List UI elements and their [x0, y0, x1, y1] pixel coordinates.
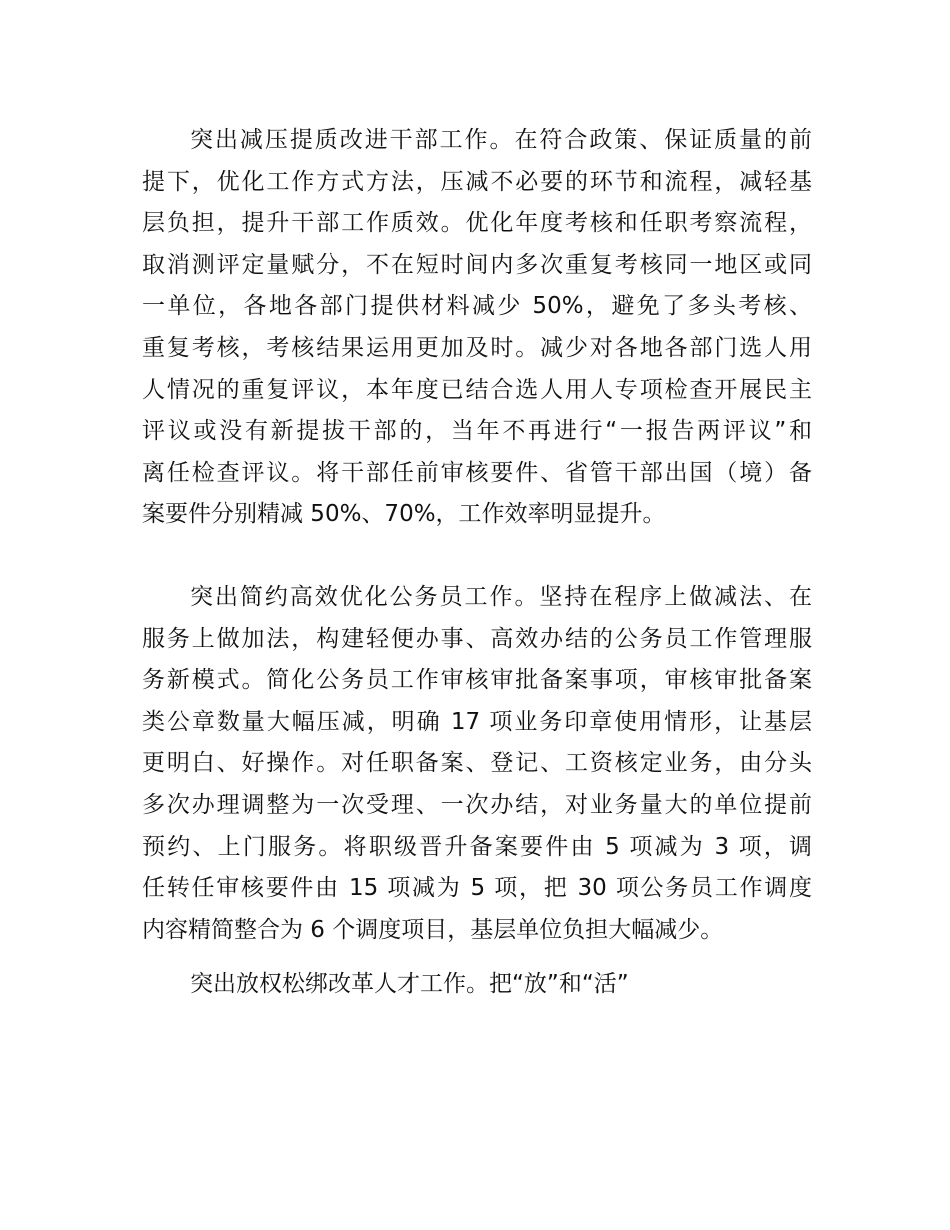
text-line: 突出简约高效优化公务员工作。坚持在程序上做减法、在	[190, 584, 812, 610]
paragraph-talent-work	[142, 964, 812, 1006]
text-line: 任转任审核要件由 15 项减为 5 项，把 30 项公务员工作调度	[142, 875, 812, 902]
text-line: 提下，优化工作方式方法，压减不必要的环节和流程，减轻基	[142, 168, 812, 195]
text-line: 类公章数量大幅压减，明确 17 项业务印章使用情形，让基层	[142, 708, 812, 735]
text-line: 内容精简整合为 6 个调度项目，基层单位负担大幅减少。	[142, 916, 724, 943]
text-line: 人情况的重复评议，本年度已结合选人用人专项检查开展民主	[142, 376, 812, 403]
text-line: 突出放权松绑改革人才工作。把“放”和“活”	[190, 971, 629, 997]
text-line: 服务上做加法，构建轻便办事、高效办结的公务员工作管理服	[142, 625, 812, 652]
text-line: 离任检查评议。将干部任前审核要件、省管干部出国（境）备	[142, 459, 812, 486]
text-line: 重复考核，考核结果运用更加及时。减少对各地各部门选人用	[142, 334, 812, 361]
text-line: 取消测评定量赋分，不在短时间内多次重复考核同一地区或同	[142, 251, 812, 278]
paragraph-civil-servant-work	[142, 577, 812, 951]
text-line: 务新模式。简化公务员工作审核审批备案事项，审核审批备案	[142, 667, 812, 694]
text-line: 层负担，提升干部工作质效。优化年度考核和任职考察流程，	[142, 210, 812, 237]
text-line: 案要件分别精减 50%、70%，工作效率明显提升。	[142, 501, 666, 528]
text-line: 预约、上门服务。将职级晋升备案要件由 5 项减为 3 项，调	[142, 833, 812, 860]
text-line: 多次办理调整为一次受理、一次办结，对业务量大的单位提前	[142, 791, 812, 818]
text-line: 一单位，各地各部门提供材料减少 50%，避免了多头考核、	[142, 293, 812, 320]
text-line: 评议或没有新提拔干部的，当年不再进行“一报告两评议”和	[142, 418, 812, 445]
paragraph-cadre-work	[142, 120, 812, 536]
text-line: 突出减压提质改进干部工作。在符合政策、保证质量的前	[190, 127, 812, 153]
text-line: 更明白、好操作。对任职备案、登记、工资核定业务，由分头	[142, 750, 812, 777]
